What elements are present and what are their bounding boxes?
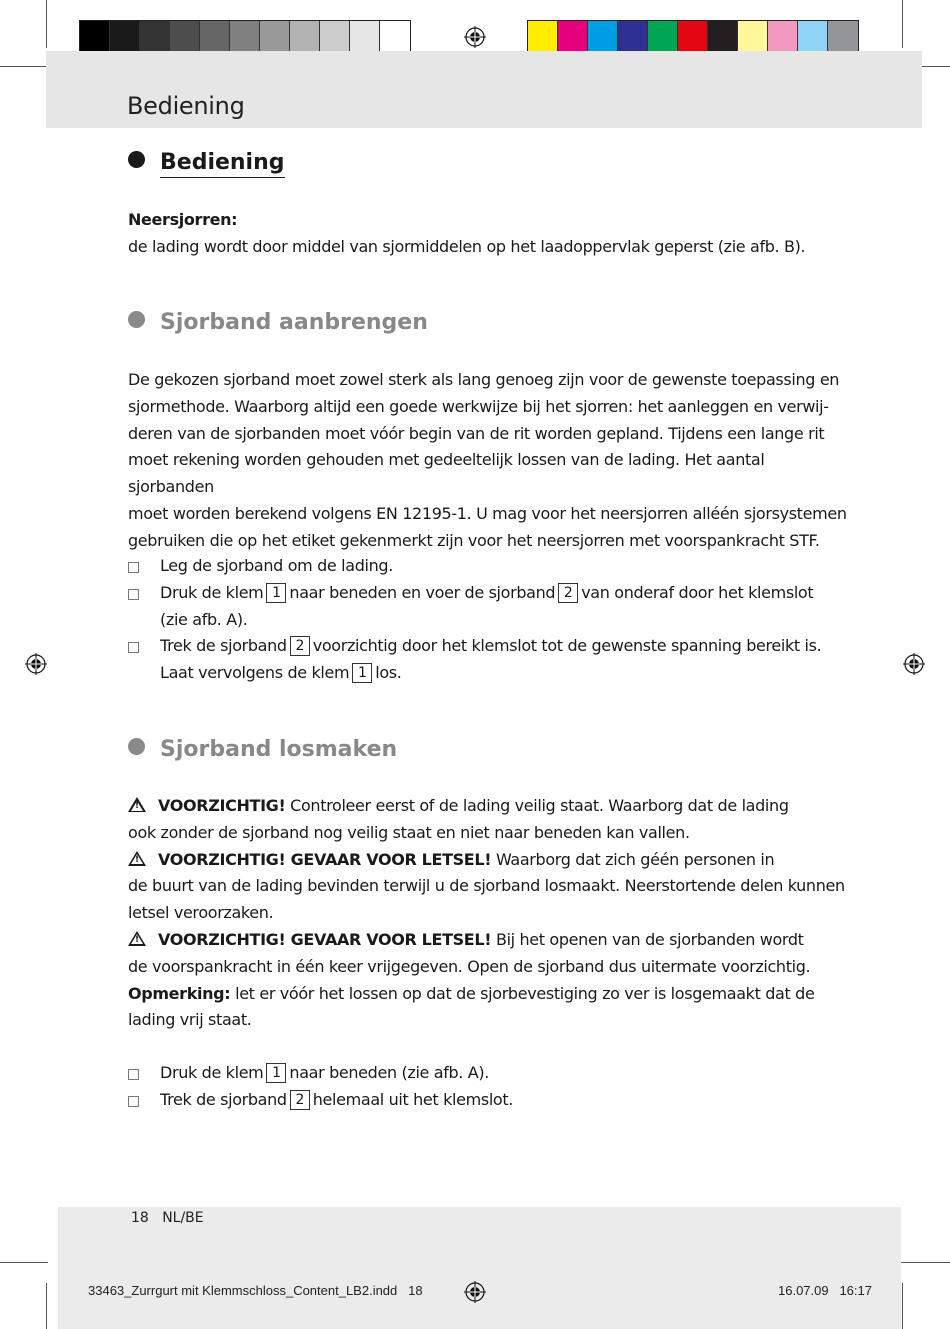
bullet-dot-icon bbox=[128, 738, 145, 755]
checkbox-bullet-icon bbox=[128, 642, 139, 653]
color-swatch bbox=[80, 21, 110, 52]
checkbox-bullet-icon bbox=[128, 1069, 139, 1080]
warnings-block: !VOORZICHTIG! Controleer eerst of de lading veilig staat. Waarborg dat de lading ook zonder de sjorband nog veilig staat en niet naar beneden kan vallen. !VOORZICHTIG! GEVAAR VOOR LETSEL! Waarborg dat zich géén personen in de buurt van de lading bevinden terwijl u de sjorband losmaakt. Neerstortende delen kunnen letsel veroorzaken. !VOORZICHTIG! GEVAAR VOOR LETSEL! Bij het openen van de sjorbanden wordt de voorspankracht in één keer vrijgegeven. Open de sjorband dus uitermate voorzichtig. Opmerking: let er vóór het lossen op dat de sjorbevestiging zo ver is losgemaakt dat de lading vrij staat. bbox=[128, 793, 848, 1034]
color-swatch bbox=[678, 21, 708, 52]
warning-1: !VOORZICHTIG! Controleer eerst of de lading veilig staat. Waarborg dat de lading bbox=[128, 793, 848, 820]
color-swatch bbox=[798, 21, 828, 52]
color-swatch bbox=[290, 21, 320, 52]
term-text: de lading wordt door middel van sjormiddelen op het laadoppervlak geperst (zie afb. B). bbox=[128, 236, 806, 256]
term-label: Neersjorren: bbox=[128, 210, 238, 229]
color-swatch bbox=[170, 21, 200, 52]
bullet-dot-icon bbox=[128, 151, 145, 168]
color-swatch bbox=[828, 21, 858, 52]
warning-triangle-icon bbox=[128, 851, 146, 866]
crop-mark bbox=[0, 66, 48, 67]
color-swatch bbox=[528, 21, 558, 52]
bullet-dot-icon bbox=[128, 311, 145, 328]
color-swatch bbox=[738, 21, 768, 52]
registration-mark-icon bbox=[903, 653, 925, 675]
color-swatch bbox=[320, 21, 350, 52]
page-number-footer: 18 NL/BE bbox=[131, 1210, 204, 1226]
part-number-badge: 2 bbox=[290, 1090, 310, 1110]
crop-mark bbox=[46, 1283, 47, 1329]
color-swatch bbox=[708, 21, 738, 52]
color-swatch bbox=[618, 21, 648, 52]
warning-3: !VOORZICHTIG! GEVAAR VOOR LETSEL! Bij het openen van de sjorbanden wordt bbox=[128, 927, 848, 954]
crop-mark bbox=[46, 0, 47, 48]
color-swatch bbox=[110, 21, 140, 52]
section-heading-release: Sjorband losmaken bbox=[128, 737, 397, 762]
section-heading-attach: Sjorband aanbrengen bbox=[128, 310, 428, 335]
part-number-badge: 1 bbox=[266, 583, 286, 603]
section-heading-bediening: Bediening bbox=[128, 150, 285, 175]
registration-mark-icon bbox=[25, 653, 47, 675]
registration-mark-icon bbox=[464, 1281, 486, 1303]
print-timestamp: 16.07.09 16:17 bbox=[778, 1283, 872, 1298]
crop-mark bbox=[902, 0, 903, 48]
term-definition bbox=[128, 207, 828, 261]
color-swatch bbox=[768, 21, 798, 52]
warning-triangle-icon bbox=[128, 797, 146, 812]
note: Opmerking: let er vóór het lossen op dat de sjorbevestiging zo ver is losgemaakt dat de bbox=[128, 983, 815, 1003]
part-number-badge: 2 bbox=[290, 636, 310, 656]
part-number-badge: 1 bbox=[266, 1063, 286, 1083]
color-swatch bbox=[648, 21, 678, 52]
grayscale-calibration-bar bbox=[79, 20, 411, 53]
color-swatch bbox=[260, 21, 290, 52]
crop-mark bbox=[0, 1262, 48, 1263]
color-swatch bbox=[588, 21, 618, 52]
color-swatch bbox=[140, 21, 170, 52]
page-header-title: Bediening bbox=[127, 92, 245, 120]
warning-2: !VOORZICHTIG! GEVAAR VOOR LETSEL! Waarborg dat zich géén personen in bbox=[128, 847, 848, 874]
part-number-badge: 2 bbox=[558, 583, 578, 603]
color-calibration-bar bbox=[527, 20, 859, 53]
checkbox-bullet-icon bbox=[128, 562, 139, 573]
color-swatch bbox=[558, 21, 588, 52]
crop-mark bbox=[898, 1262, 950, 1263]
warning-triangle-icon bbox=[128, 931, 146, 946]
part-number-badge: 1 bbox=[352, 663, 372, 683]
color-swatch bbox=[200, 21, 230, 52]
indesign-file-info: 33463_Zurrgurt mit Klemmschloss_Content_LB2.indd 18 bbox=[88, 1283, 423, 1298]
crop-mark bbox=[902, 1283, 903, 1329]
checkbox-bullet-icon bbox=[128, 589, 139, 600]
color-swatch bbox=[230, 21, 260, 52]
checkbox-bullet-icon bbox=[128, 1096, 139, 1107]
color-swatch bbox=[380, 21, 410, 52]
registration-mark-icon bbox=[464, 26, 486, 48]
attach-paragraph: De gekozen sjorband moet zowel sterk als lang genoeg zijn voor de gewenste toepassing en sjormethode. Waarborg altijd een goede werkwijze bij het sjorren: het aanleggen en verwij- deren van de sjorbanden moet vóór begin van de rit worden gepland. Tijdens een lange rit moet rekening worden gehouden met gedeeltelijk lossen van de lading. Het aantal sjorbanden moet worden berekend volgens EN 12195-1. U mag voor het neersjorren alléén sjorsystemen gebruiken die op het etiket gekenmerkt zijn voor het neersjorren met voorspankracht STF. bbox=[128, 370, 847, 550]
color-swatch bbox=[350, 21, 380, 52]
